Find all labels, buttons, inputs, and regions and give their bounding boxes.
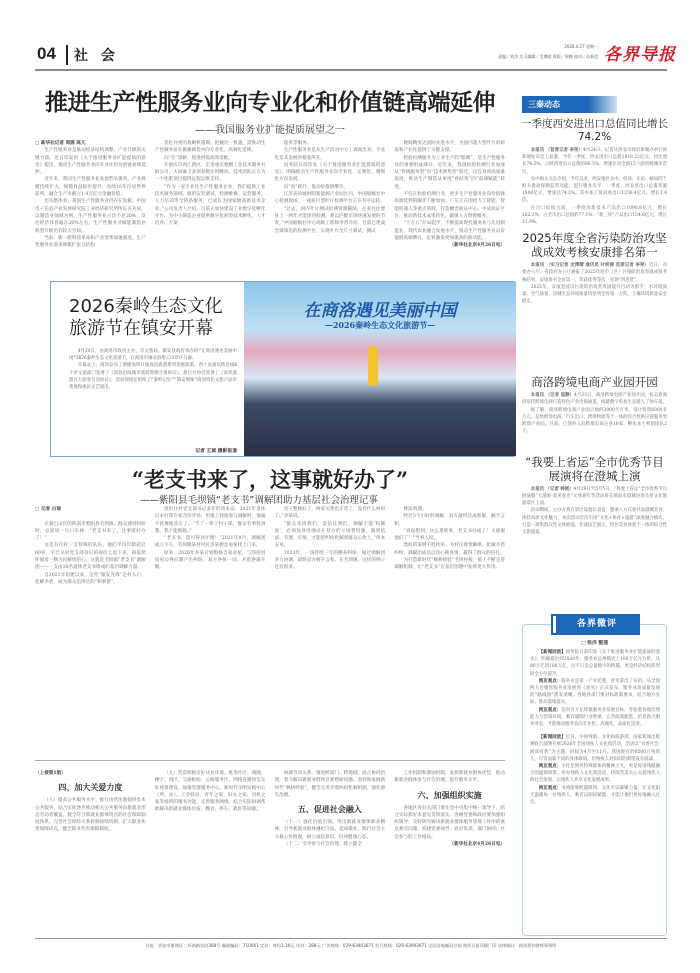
banner-title: 在商洛遇见美丽中国	[303, 301, 457, 321]
sidebar	[522, 96, 667, 936]
second-column	[35, 506, 146, 756]
sidebar-article	[522, 486, 667, 544]
item-label: 网友观点：	[538, 678, 562, 684]
paragraph: 但从整体看，我国生产性服务业仍存在短板。中国电子信息产业发展研究院工业经济研究所所长关兵说，以制造业领域为例，生产性服务业占比不足20%，发达经济体普遍在20%左右，生产性服务业赋能制造业转型升级仍有较大空间。	[35, 199, 146, 234]
second-title: “老支书来了，这事就好办了”	[131, 467, 409, 492]
byline: 本报讯 （记者 韩刚）	[530, 486, 574, 492]
footer-rule	[35, 938, 667, 939]
paragraph: 经过3个小时的调解，双方最终达成和解，握手言和。	[394, 514, 505, 527]
sidebar-title: 2025年度全省污染防治攻坚战成效考核安康排名第一	[522, 231, 667, 260]
second-byline: □ 记者 白瑞	[35, 507, 61, 512]
policy-heading: 四、加大关爱力度	[58, 783, 123, 793]
lead-column	[35, 140, 146, 268]
paragraph: 2025年，安康坚持以污染防治攻坚巩固提升行动为抓手，水环境质量、空气质量、县城生态环境质量均位列全省第一方阵，土壤环境质量安全稳定。	[522, 284, 667, 305]
dateline: （新华社北京4月26日电）	[449, 842, 505, 848]
item-text: 书香能够跨越障碍，文化可以凝聚力量。让文化阳光温暖每一位残疾人，唯有以阅读赋能，才能让他们更好地融入社会。	[530, 785, 660, 806]
paragraph: 检验检测服务为工业生产的“眼睛”，是生产性服务业的重要组成部分。近年来，我国检验检测行业加速从“传统服务型”向“技术密集型”跃迁，以自身的高质量发展，推动生产制造从单纯“看结果”向“前端赋能”转变。	[394, 155, 505, 190]
paragraph: 各地区各有关部门要在党中央集中统一领导下，结合实际抓好本意见贯彻落实。各级党委和政府要加强组织领导，及时研究解决新就业群体服务管理工作中的重点难点问题，构建党委领导、政府负责、部门协同、社会参与的工作格局。	[394, 805, 505, 840]
festival-photo	[244, 282, 516, 456]
sidebar-title: 一季度西安进出口总值同比增长74.2%	[521, 118, 668, 143]
continued-note: （上接第1版）	[35, 771, 66, 776]
item-label: 【新闻回放】	[538, 735, 566, 741]
tourism-box	[50, 281, 515, 457]
paragraph: 近日，省委办公厅、省政府办公厅通报了2025年度市（区）污染防治攻坚战成效考核结果，安康排名全省第一，荣获优秀等次，实现“四连优”。	[522, 263, 667, 283]
sidebar-article	[522, 147, 667, 226]
weiping-items	[530, 649, 660, 929]
paragraph: 房子整修好了，两家关系也正常了，没有什么纠纷了。”李某说。	[274, 507, 386, 520]
byline: 本报讯 （首席记者 李荣）	[530, 148, 583, 153]
paragraph: 向“高”跃升，推动价值链攀升。	[283, 184, 349, 190]
byline: 本报讯 （实习记者 龙博晴 通讯员 叶明丽 首席记者 李荣）	[530, 263, 650, 269]
paragraph: 4月29日至5月5日，“我要上省运”全市优秀节目展演暨“大渭源·爱见春光”文体嘉年华活动将在渭南市澄城县尧头窑文化旅游景区上演。	[522, 486, 667, 507]
policy-column	[35, 770, 146, 930]
paragraph: 提供等服务。	[283, 141, 312, 146]
sidebar-article	[522, 262, 667, 370]
sidebar-title: 商洛跨境电商产业园开园	[531, 375, 658, 390]
paragraph: 国务院日前印发《关于推进服务业扩能提质的意见》，明确推动生产性服务业向专业化、定制化、精细化方向发展。	[274, 162, 386, 183]
tourism-text-block	[69, 296, 237, 454]
photo-credit: 记者 王斌 摄影报道	[195, 448, 237, 454]
paragraph: 工作机制和激励机制，发挥新就业群体优势，推动新就业群体参与社会治理，提升服务水平。	[394, 771, 505, 784]
paragraph: 数据精度达国际先进水平，为国内超大型叶片的研发和产业化提供了关键支撑。	[394, 141, 505, 154]
item-text: 迈向百万亿规模服务业发展目标，考验着各地治理能力与营商环境。唯有破除行业壁垒，完善政策配套，培育新兴服务业态，才能推动服务业向专业化、高端化、品质化迈进。	[530, 707, 660, 728]
paragraph: 释法明理。	[403, 507, 427, 512]
second-column	[394, 506, 505, 756]
section-divider	[35, 760, 505, 761]
sidebar-article	[522, 392, 667, 450]
paragraph: 生产性服务业是从生产活动中分工剥离出来、专业化是其发展的根基所在。	[274, 148, 386, 161]
paragraph: 江苏省盐城射阳新能源产业园区内，中国船级社中心检测现场，一座座巨型叶片检测平台正在有序运转。	[274, 192, 386, 205]
policy-column	[155, 770, 266, 930]
paragraph: 据了解，商洛跨境电商产业园占地约3000平方米，设计投资6000多万元，是集跨境电商、汽车出口、跨境物流等于一体的综合性供应链服务型跨境产业园。目前，已签约入驻跨境电商企业10家，孵化本土初创团队2个。	[522, 407, 667, 435]
paragraph: （九）营造积极友好从业环境。推进社区、商圈、楼宇、园区、交通枢纽、公路服务区、网络直播同室友好场景建设。加强党群服务中心、新时代文明实践中心（所、站）、工会驿站、青年之家、妇女之家、司机之家等场所的服务功能，完善服务网络。结合实际协调帮助解决新就业群体住宿、餐食、停车、就医等问题。	[154, 771, 266, 813]
paragraph: 开幕式上，商洛发布了便捷高铁开通商洛旅游系列优惠政策。西十高速高铁沿线8个市文旅部门签署了《高铁沿线城市旅游资源互推协议》，旅行社协会签署了《高铁旅游百万游客互送协议》，活动现场还组织了“秦岭记忆”“镇安展味”商洛特色文旅产品市集展和惠民文艺演出。	[69, 363, 237, 391]
dateline: （新华社北京4月26日电）	[449, 243, 505, 249]
paragraph: （十二）引导参与社会治理。建立健全	[283, 842, 362, 848]
paragraph: 在秦巴山区的陕南市紫阳县毛坝镇，群众遇到纠纷时，总爱说一句口头禅：“老支书来了，这事就好办了！”	[35, 521, 146, 542]
policy-body	[35, 770, 505, 930]
paragraph: 协调劳动关系，推进跨部门、跨地域、政企协同治理，着力解决新就业群体急难愁盼问题。坚持和发展新时代“枫桥经验”，健全完善矛盾纠纷化解机制，强化源头治理。	[274, 771, 386, 798]
policy-column	[275, 770, 386, 930]
paragraph: 向“专”深耕，促进供需高效适配。	[163, 155, 233, 161]
item-label: 网友观点：	[538, 707, 562, 713]
lead-body	[35, 140, 505, 268]
item-text: 近日，中国残联、文化和旅游部、国家新闻出版署联合部署开展2026年全国残疾人文化周活动，活动以“书香社会·阅读有我”为主题，时间为4月至11月。我国现有的8500万残疾人，尽管面临不同的身体障碍，但残疾人对知识的渴望没有消减。	[530, 735, 660, 762]
lead-column	[155, 140, 266, 268]
paragraph: 不仅在检验检测行业，更多生产性服务业向价值链高端延伸的脚步不断加快。广东正在围绕人工智能、智能机器人等重点领域，打造概念验证中心、中试验证平台，推动新技术成果转化，做强人力资源服务。	[394, 192, 505, 219]
paragraph: “过去，国内叶片测试检测资源稀缺，企业往往要排上一两年才能排到检测，难以匹配市场快速发展的节奏。”中国船级社中心高级工程师李晋介绍，目前已建成全球领先的检测平台，实现叶片全尺寸测试，测试	[274, 206, 386, 234]
weiping-editor: □ 杨洋 整理	[580, 640, 609, 646]
paragraph: 类似的案例不胜枚举。为村民排忧解难、化解矛盾纠纷，调解团成员以真心换真情，赢得了群众的信任。	[394, 543, 505, 556]
paragraph: 生产性服务业是推动经济结构调整、产业升级的关键力量。近日印发的《关于推进服务业扩能提质的意见》提出，推动生产性服务业向专业化和价值链高端延伸。	[35, 148, 146, 176]
paragraph: 曾担任村党支部书记多年的周本安，2021年退休后本打算在家含饴弄孙，但镇上找他参与调解时，他毫不犹豫地答应了。“当了一辈子村干部，群众有事找到我，我不能推脱。”	[154, 507, 266, 534]
paragraph: “老支书，您可得评评理！”2021年8月，调解团成立不久，毛坝镇某村村民李某便急匆匆找上门来。	[154, 536, 266, 549]
paragraph: 在重庆市两江新区，走进重庆德腾工业技术服务有限公司，大屏幕上多项参数实时跳动，技术团队正在为一个化肥项目提供远程运维支持。	[154, 162, 266, 183]
masthead-info	[380, 44, 598, 60]
second-column	[275, 506, 386, 756]
second-body	[35, 506, 505, 756]
paragraph: 活动期间，主办方将在景区设置长桌宴，邀请八方宾客共品澄城美食，体验高原文化魅力。本次活动首次引进“文化+体育+旅游”深度融合模式，打造一场集群众性文体展演、非遗技艺展示、特色美食体验于一体的综合性文旅盛宴。	[522, 508, 667, 535]
issue-date: 2026.4.27 星期一	[564, 44, 598, 49]
paper-logo: 各界导报	[604, 45, 676, 65]
paragraph: 自2021年组建以来，这些“银发先锋”走村入户、化解矛盾，成为群众信得过的“和事佬”。	[35, 572, 146, 585]
sidebar-title: “我要上省运”全市优秀节目展演将在澄城上演	[525, 454, 664, 483]
lead-title: 推进生产性服务业向专业化和价值链高端延伸	[45, 90, 495, 116]
paragraph: 为打造新时代“枫桥经验”毛坝样板，镇上不断完善调解机制，让“老支书”在基层治理中发挥更大作用。	[394, 558, 505, 571]
tourism-title: 2026秦岭生态文化旅游节在镇安开幕	[69, 296, 223, 339]
paragraph: 优化并重的战略机遇期。把握这一机遇，需推动生产性服务业在做强做优中向专业化、高端化延伸。	[154, 141, 266, 154]
paragraph: （十一）强化价值引领。突出新就业群体职业精神，引导新就业群体遵纪守法、爱岗敬业，践行社会主义核心价值观，树立诚信意识，培养健康心态。	[274, 820, 386, 840]
paragraph: 关中海关关长介绍，今年以来，西安地区关中、机场、车站、邮局四个海关推动保税监管功能，提升服务水平。一季度，西安进出口总值突破1800亿元，增速达74.2%。其中加工贸易进出口1236.4亿元，增长1.4倍。	[522, 176, 667, 204]
paragraph: 2023年，一场持续三年的赡养纠纷，通过调解团多方协调，最终双方握手言和。在毛坝镇，这样的例子还有很多。	[274, 550, 386, 571]
lead-column	[394, 140, 505, 268]
policy-heading: 六、加强组织实施	[417, 790, 482, 800]
lead-byline: □ 新华社记者 周圆 高亢	[35, 141, 86, 146]
paragraph: “真没想到，这么难的事，老支书办成了！太感谢他们了！”当事人说。	[394, 528, 505, 542]
performer-figure	[368, 346, 378, 386]
tourism-text	[69, 348, 237, 444]
lead-column	[275, 140, 386, 268]
item-label: 网友观点：	[538, 785, 562, 791]
paragraph: 4月24日，记者从西安市政府新闻办举行的新闻发布会上获悉，今年一季度，西安进出口总值1819.22亿元，同比增长74.2%，占陕西进出口总值的96.3%，增速位居全国15个副省级城市首位。	[522, 148, 667, 175]
item-text: 服务业是第一产业托底，意见拿出了实招。从全国两大会聚焦服务业发展到《意见》正式发布，服务业高质量发展的“路线图”愈发清晰。各地各部门要对标政策要求，结合地方实际，推动落地落实。	[530, 678, 660, 706]
item-label: 网友观点：	[538, 764, 562, 770]
policy-heading: 五、促进社会融入	[297, 805, 362, 815]
paragraph: 4月23日，商洛跨境电商产业园开园，标志着商洛依托跨境电商打造特色产业出海通道、构建数字贸易生态驶入了快车道。	[522, 393, 667, 406]
weiping-box	[522, 619, 667, 936]
paragraph: 4月24日，由商洛市政府主办、市文旅局、镇安县政府承办的“在商洛遇见美丽中国”2026秦岭生态文化旅游节，在商洛市镇安县塔云山景区开幕。	[69, 349, 237, 362]
item-text: 国务院日前印发《关于推进服务业扩能提质的意见》，明确提出到2030年，服务业总规模迈上100万亿元台阶，从80万亿到100万亿，这不只是总量数字的跨越，更是经济结构转型的全方位提升。	[530, 650, 660, 677]
policy-column	[394, 770, 505, 930]
item-label: 【新闻回放】	[538, 650, 566, 655]
paragraph: （八）提高公共服务水平。推行由常住地提供基本公共服务，结合实际逐步推动相关公共服务向新就业形态劳动者覆盖。健全符合新就业群体特点的社会保障制度体系，完善社会保险关系转移接续机制，扩大职业伤害保障试点，健全职业伤害保障制度。	[35, 798, 146, 833]
paragraph: “群众来找我们，是信任我们。调解不能‘和稀泥’，必须设身处地站在双方的立场想问题，做到依法、有理、有情，才能把纠纷化解到群众心坎上。”周本安说。	[274, 521, 386, 549]
section-name: 社 会	[66, 45, 119, 65]
footer-info: 社址：西安市雁塔区二环南路东段388号 邮政编码：710061 定价：每份1.30元 年价：288元 广告热线：029-63903671 发行热线：029-63903671 全国各地邮局订阅 陕西日报印刷厂印 法律顾问：陕西希钧律师事务所	[145, 943, 557, 948]
second-column	[155, 506, 266, 756]
paragraph: “十五五”开局起步，不断提高现代服务业与先进制造业、现代农业融合发展水平，推动生产性服务业向价值链高端攀升，定将激发更加强劲的新动能。	[394, 221, 505, 241]
paragraph: 在出口结构方面，一季度高新技术产品出口1090.8亿元，增长162.2%，占全市出口总值的77.1%；“新三样”产品出口154.6亿元，增长11.9%。	[522, 205, 667, 226]
sanqin-tag: 三秦动态	[522, 96, 617, 113]
paragraph: “作为一家专业化生产性服务企业，我们提供工业技术服务领域，做的安装调试、检测维修、运营服务、人力培训等全链条服务，已成长为国家级高新技术企业。”公司负责人介绍，目前正加快建设工业数字化孵化平台，为中小制造企业提供数字化转型技术孵化、人才培养、方案	[154, 184, 266, 227]
header-rule	[35, 69, 667, 71]
paragraph: 当前，新一轮科技革命和产业变革加速演进，生产性服务业迎来规模扩张与结构	[35, 235, 146, 249]
banner-subtitle: —2026秦岭生态文化旅游节—	[324, 320, 436, 330]
second-subtitle: ——紫阳县毛坝镇“老支书”调解团助力基层社会治理记事	[140, 495, 378, 506]
editors-line: 责编／刘杰 实习编辑／龙博晴 排版／周娜 校对／苗泰莲	[498, 54, 598, 59]
paragraph: 这里有这样一支特殊的队伍，他们平均年龄超过60岁，早已从村党支部书记的岗位上退下来，却依然怀揣着一颗为民解忧的心。这就是毛坝镇“老支书”调解团——一支由10名退休老支书组成的基层调解力量。	[35, 543, 146, 571]
byline: 本报讯 （记者 寇静）	[530, 393, 575, 399]
page-number: 04	[37, 44, 56, 63]
weiping-title: 各界微评	[553, 616, 638, 633]
lead-subtitle: ——我国服务业扩能提质展望之一	[195, 125, 345, 136]
paragraph: 近年来，我国生产性服务业发展势头强劲，产业规模持续扩大，规模效益稳步提升，连续16年位居世界前列，融合生产贡献占1.4万亿元金融价值。	[35, 177, 146, 198]
paragraph: 原来，2020年李某计划整修自家房屋，与邻居因房屋边界问题产生纠纷，双方各执一词，矛盾逐渐升级。	[154, 550, 266, 571]
item-text: 文化是照亮特殊群体的精神之光，更是促进残健融合的温情纽带。举办残疾人文化周活动，持续营造关心关爱残疾人的社会氛围，让残疾人共享文化发展成果。	[530, 764, 660, 784]
